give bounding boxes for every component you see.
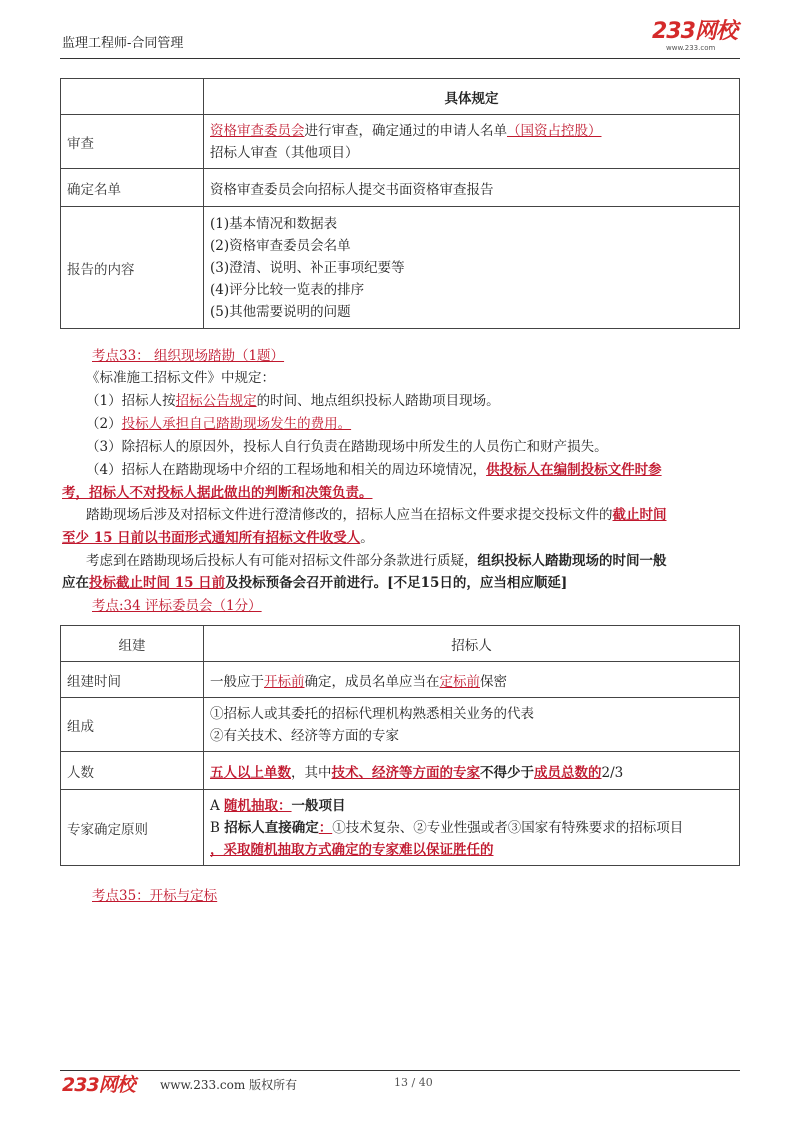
qualification-review-table	[60, 78, 740, 329]
body-text: 的时间、地点组织投标人踏勘项目现场。	[256, 393, 500, 409]
highlight-text: 随机抽取：	[224, 797, 292, 814]
body-text: 进行审查，确定通过的申请人名单	[304, 122, 507, 139]
table-row	[61, 698, 740, 752]
row-label: 组建时间	[61, 662, 204, 698]
row-content: 资格审查委员会向招标人提交书面资格审查报告	[204, 169, 740, 207]
highlight-text: 投标人承担自己踏勘现场发生的费用。	[121, 416, 352, 432]
brand-logo[interactable]	[652, 20, 742, 54]
row-label: 专家确定原则	[61, 790, 204, 866]
row-label: 报告的内容	[61, 207, 204, 329]
section-heading-34	[92, 595, 768, 617]
table-header-empty	[61, 79, 204, 115]
body-text: B	[210, 819, 225, 836]
footer-divider	[60, 1070, 740, 1071]
body-text: 考虑到在踏勘现场后投标人有可能对招标文件部分条款进行质疑，	[86, 553, 478, 569]
bold-text: 及投标预备会召开前进行。[不足15日的，应当相应顺延]	[225, 575, 568, 591]
body-text: （2）	[86, 416, 122, 432]
highlight-text: 截止时间	[612, 507, 667, 523]
body-text: 保密	[480, 673, 507, 690]
body-text: （4）招标人在踏勘现场中介绍的工程场地和相关的周边环境情况，	[86, 462, 487, 478]
paragraph-5-cont	[62, 527, 738, 549]
body-text: （1）招标人按	[86, 393, 176, 409]
body-text: A	[210, 797, 225, 814]
table-header-cell: 招标人	[204, 626, 740, 662]
row-content	[204, 790, 740, 866]
highlight-text: （国资占控股）	[507, 122, 602, 139]
bold-text: 不得少于	[480, 764, 534, 781]
heading-text: 考点33： 组织现场踏勘（1题）	[92, 348, 285, 364]
table-row	[61, 662, 740, 698]
row-label: 人数	[61, 752, 204, 790]
footer-logo[interactable]: 233网校	[62, 1074, 135, 1096]
body-text: ①技术复杂、②专业性强或者③国家有特殊要求的招标项目	[332, 819, 684, 836]
bold-text: 一般项目	[291, 797, 346, 814]
section-heading-33	[92, 345, 768, 367]
highlight-text: 技术、经济等方面的专家	[331, 764, 480, 781]
row-content	[204, 752, 740, 790]
row-label: 审查	[61, 115, 204, 169]
highlight-text: 资格审查委员会	[210, 122, 305, 139]
list-item: (4)评分比较一览表的排序	[210, 281, 365, 298]
paragraph-intro: 《标准施工招标文件》中规定：	[86, 370, 275, 386]
header-divider	[60, 58, 740, 59]
highlight-text: 五人以上单数	[210, 764, 291, 781]
paragraph-5	[86, 504, 762, 526]
list-item: (5)其他需要说明的问题	[210, 303, 351, 320]
highlight-text: 开标前	[264, 673, 305, 690]
highlight-text: 投标截止时间 15 日前	[89, 575, 226, 591]
page-number: 13 / 40	[394, 1076, 433, 1089]
table-row	[61, 207, 740, 329]
bold-text: 招标人直接确定	[224, 819, 319, 836]
body-text: 一般应于	[210, 673, 264, 690]
table-row	[61, 169, 740, 207]
highlight-text: 至少 15 日前以书面形式通知所有招标文件收受人	[62, 530, 361, 546]
body-text: ，其中	[291, 764, 332, 781]
body-text: 招标人审查（其他项目）	[210, 144, 359, 161]
body-text: 确定，成员名单应当在	[304, 673, 440, 690]
section-heading-35	[92, 885, 768, 907]
logo-text: 233网校	[652, 19, 737, 44]
paragraph-6-cont	[62, 572, 738, 594]
list-item: (3)澄清、说明、补正事项纪要等	[210, 259, 405, 276]
table-row	[61, 752, 740, 790]
row-label: 组成	[61, 698, 204, 752]
highlight-text: 成员总数的	[534, 764, 602, 781]
paragraph-item-3: （3）除招标人的原因外，投标人自行负责在踏勘现场中所发生的人员伤亡和财产损失。	[86, 439, 608, 455]
heading-text: 考点:34 评标委员会（1分）	[92, 598, 262, 614]
list-item: ①招标人或其委托的招标代理机构熟悉相关业务的代表	[210, 705, 534, 722]
table-header-cell: 具体规定	[204, 79, 740, 115]
body-text: 2/3	[601, 764, 624, 781]
paragraph-item-4-cont	[62, 482, 738, 504]
row-content	[204, 662, 740, 698]
bold-text: 组织投标人踏勘现场的时间一般	[477, 553, 667, 569]
highlight-text: ：	[318, 819, 333, 836]
table-header-cell: 组建	[61, 626, 204, 662]
body-text: 。	[360, 530, 374, 546]
table-header-row	[61, 626, 740, 662]
highlight-text: 招标公告规定	[175, 393, 257, 409]
logo-url: www.233.com	[666, 44, 716, 52]
paragraph-6	[86, 550, 762, 572]
row-content	[204, 207, 740, 329]
highlight-text: 供投标人在编制投标文件时参	[486, 462, 662, 478]
row-content	[204, 115, 740, 169]
paragraph-item-4	[86, 459, 762, 481]
document-header-title: 监理工程师-合同管理	[62, 36, 184, 51]
highlight-text: ，采取随机抽取方式确定的专家难以保证胜任的	[210, 841, 494, 858]
list-item: (2)资格审查委员会名单	[210, 237, 351, 254]
bold-text: 应在	[62, 575, 89, 591]
highlight-text: 定标前	[439, 673, 480, 690]
table-row	[61, 115, 740, 169]
list-item: (1)基本情况和数据表	[210, 215, 338, 232]
list-item: ②有关技术、经济等方面的专家	[210, 727, 399, 744]
footer-site-text: www.233.com 版权所有	[160, 1078, 298, 1092]
table-row	[61, 790, 740, 866]
row-label: 确定名单	[61, 169, 204, 207]
body-text: 踏勘现场后涉及对招标文件进行澄清修改的，招标人应当在招标文件要求提交投标文件的	[86, 507, 613, 523]
row-content	[204, 698, 740, 752]
paragraph-item-2	[86, 413, 762, 435]
paragraph-item-1	[86, 390, 762, 412]
highlight-text: 考，招标人不对投标人据此做出的判断和决策负责。	[62, 485, 373, 501]
heading-text: 考点35：开标与定标	[92, 888, 218, 904]
evaluation-committee-table	[60, 625, 740, 866]
table-header-row	[61, 79, 740, 115]
